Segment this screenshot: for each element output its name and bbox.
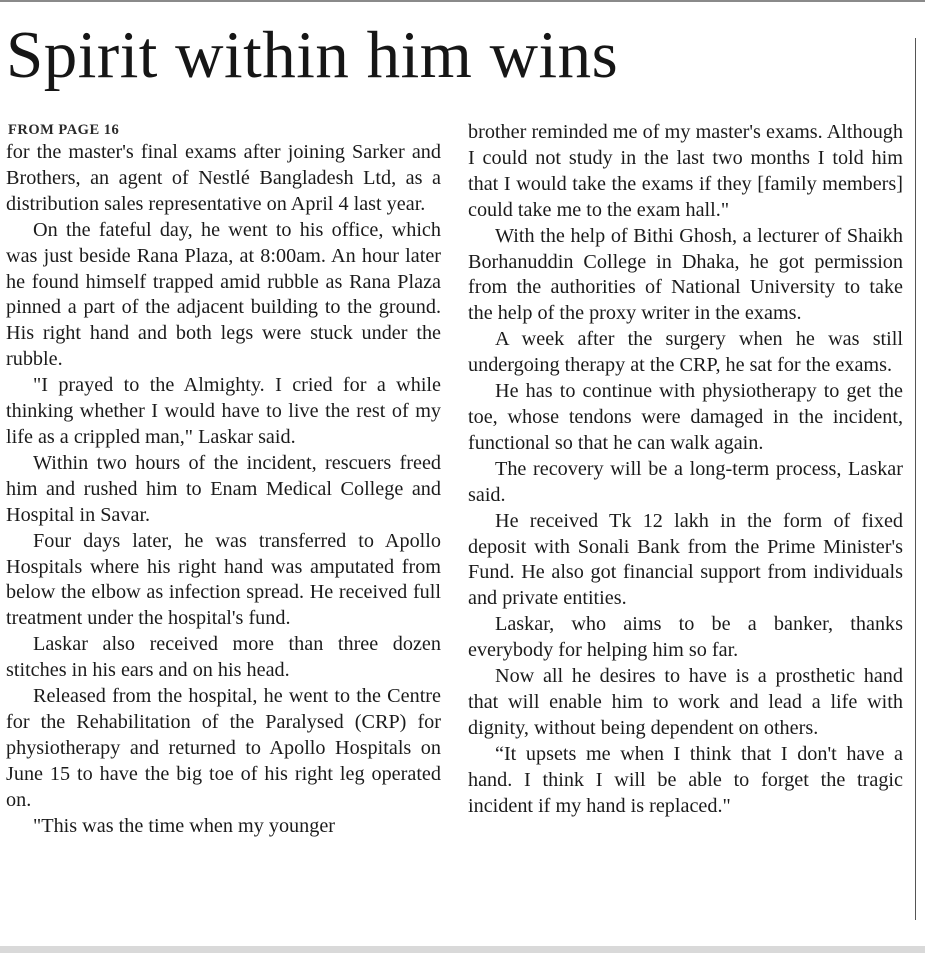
continued-from-label: FROM PAGE 16 <box>8 122 120 138</box>
article-column-left <box>6 120 441 839</box>
paragraph: Within two hours of the incident, rescuers freed him and rushed him to Enam Medical College and Hospital in Savar. <box>6 451 441 526</box>
bottom-band <box>0 946 925 953</box>
paragraph: brother reminded me of my master's exams. Although I could not study in the last two months I told him that I would take the exams if they [family members] could take me to the exam hall." <box>468 121 903 221</box>
paragraph: He has to continue with physiotherapy to get the toe, whose tendons were damaged in the incident, functional so that he can walk again. <box>468 380 903 454</box>
paragraph: "This was the time when my younger <box>33 814 336 837</box>
paragraph: “It upsets me when I think that I don't have a hand. I think I will be able to forget the tragic incident if my hand is replaced." <box>468 742 903 817</box>
paragraph: "I prayed to the Almighty. I cried for a while thinking whether I would have to live the rest of my life as a crippled man," Laskar said. <box>6 374 441 448</box>
paragraph: The recovery will be a long-term process, Laskar said. <box>468 457 903 506</box>
paragraph: He received Tk 12 lakh in the form of fixed deposit with Sonali Bank from the Prime Minister's Fund. He also got financial support from individuals and private entities. <box>468 509 903 610</box>
headline: Spirit within him wins <box>6 18 619 92</box>
article-column-right <box>468 120 903 819</box>
paragraph: On the fateful day, he went to his office, which was just beside Rana Plaza, at 8:00am. An hour later he found himself trapped amid rubble as Rana Plaza pinned a part of the adjacent building to the ground. His right hand and both legs were stuck under the rubble. <box>6 218 441 371</box>
top-rule <box>0 0 925 2</box>
paragraph: for the master's final exams after joining Sarker and Brothers, an agent of Nestlé Bangladesh Ltd, as a distribution sales representative on April 4 last year. <box>6 141 441 215</box>
paragraph: Laskar also received more than three dozen stitches in his ears and on his head. <box>6 633 441 682</box>
paragraph: Four days later, he was transferred to Apollo Hospitals where his right hand was amputated from below the elbow as infection spread. He received full treatment under the hospital's fund. <box>6 529 441 630</box>
paragraph: With the help of Bithi Ghosh, a lecturer of Shaikh Borhanuddin College in Dhaka, he got permission from the authorities of National University to take the help of the proxy writer in the exams. <box>468 224 903 325</box>
paragraph: Laskar, who aims to be a banker, thanks everybody for helping him so far. <box>468 613 903 662</box>
paragraph: Now all he desires to have is a prosthetic hand that will enable him to work and lead a life with dignity, without being dependent on others. <box>468 665 903 739</box>
paragraph: Released from the hospital, he went to the Centre for the Rehabilitation of the Paralysed (CRP) for physiotherapy and returned to Apollo Hospitals on June 15 to have the big toe of his right leg operated on. <box>6 685 441 811</box>
paragraph: A week after the surgery when he was still undergoing therapy at the CRP, he sat for the exams. <box>468 328 903 377</box>
column-divider-rule <box>915 38 916 920</box>
